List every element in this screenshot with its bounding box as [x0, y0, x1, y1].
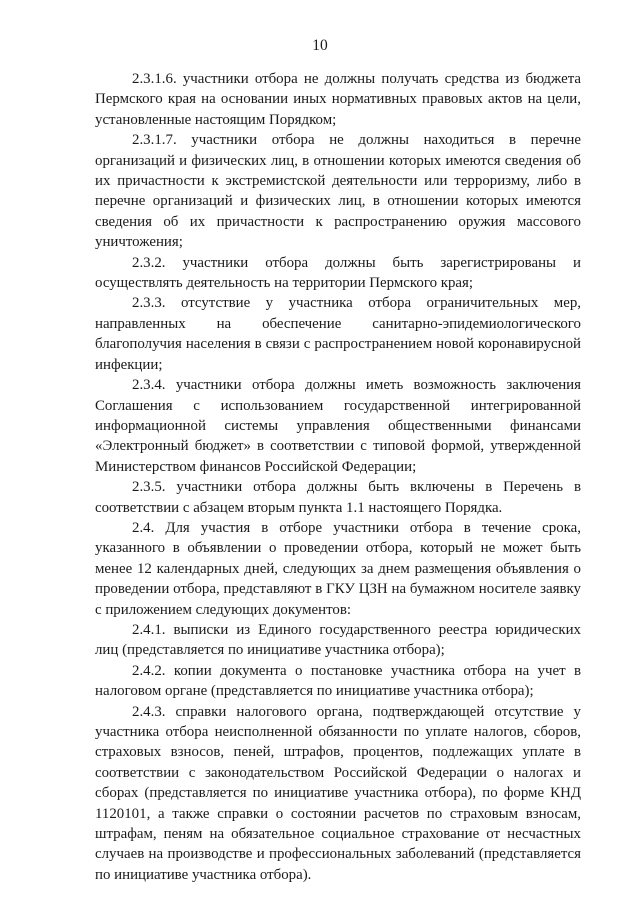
paragraph-2-4: 2.4. Для участия в отборе участники отбора в течение срока, указанного в объявлении о проведении отбора, который не может быть менее 12 календарных дней, следующих за днем размещения объявления о проведении отбора, представляют в ГКУ ЦЗН на бумажном носителе заявку с приложением следующих документов: [95, 519, 581, 618]
document-body [95, 69, 581, 885]
page-number: 10 [312, 37, 328, 54]
paragraph-2-4-2: 2.4.2. копии документа о постановке участника отбора на учет в налоговом органе (представляется по инициативе участника отбора); [95, 662, 581, 700]
paragraph-2-3-1-7: 2.3.1.7. участники отбора не должны находиться в перечне организаций и физических лиц, в отношении которых имеются сведения об их причастности к экстремистской деятельности или терроризму, либо в перечне организаций и физических лиц, в отношении которых имеются сведения об их причастности к распространению оружия массового уничтожения; [95, 132, 581, 251]
paragraph-2-3-4: 2.3.4. участники отбора должны иметь возможность заключения Соглашения с использованием государственной интегрированной информационной системы управления общественными финансами «Электронный бюджет» в соответствии с типовой формой, утвержденной Министерством финансов Российской Федерации; [95, 377, 581, 475]
paragraph-2-3-3: 2.3.3. отсутствие у участника отбора ограничительных мер, направленных на обеспечение санитарно-эпидемиологического благополучия населения в связи с распространением новой коронавирусной инфекции; [95, 295, 581, 373]
paragraph-2-3-5: 2.3.5. участники отбора должны быть включены в Перечень в соответствии с абзацем вторым пункта 1.1 настоящего Порядка. [95, 479, 581, 516]
paragraph-2-3-1-6: 2.3.1.6. участники отбора не должны получать средства из бюджета Пермского края на основании иных нормативных правовых актов на цели, установленные настоящим Порядком; [95, 71, 581, 128]
paragraph-2-4-3: 2.4.3. справки налогового органа, подтверждающей отсутствие у участника отбора неисполненной обязанности по уплате налогов, сборов, страховых взносов, пеней, штрафов, процентов, подлежащих уплате в соответствии с законодательством Российской Федерации о налогах и сборах (представляется по инициативе участника отбора), по форме КНД 1120101, а также справки о состоянии расчетов по страховым взносам, штрафам, пеням на обязательное социальное страхование от несчастных случаев на производстве и профессиональных заболеваний (представляется по инициативе участника отбора). [95, 703, 581, 883]
paragraph-2-3-2: 2.3.2. участники отбора должны быть зарегистрированы и осуществлять деятельность на территории Пермского края; [95, 254, 581, 292]
paragraph-2-4-1: 2.4.1. выписки из Единого государственного реестра юридических лиц (представляется по инициативе участника отбора); [95, 621, 581, 659]
